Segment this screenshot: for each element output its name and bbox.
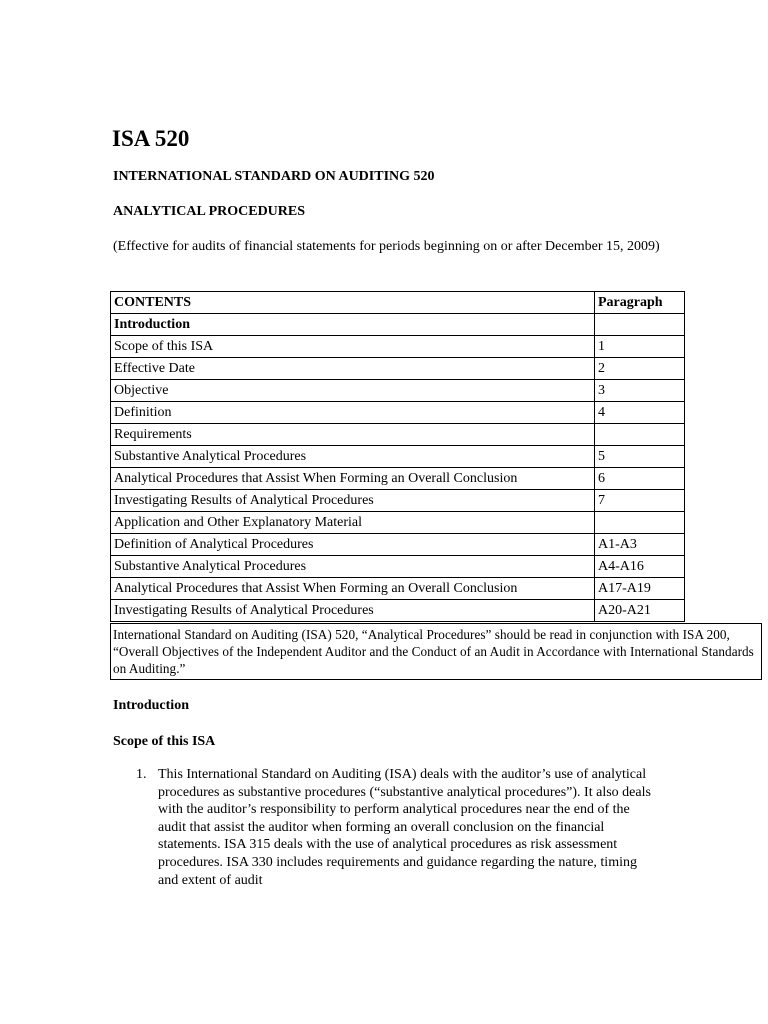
contents-entry: Analytical Procedures that Assist When Forming an Overall Conclusion [111,468,595,490]
paragraph-ref: A1-A3 [595,534,685,556]
paragraph-ref: 1 [595,336,685,358]
table-row [111,578,685,600]
effective-date-note: (Effective for audits of financial statements for periods beginning on or after December 15, 2009) [113,239,660,254]
paragraph-ref: 3 [595,380,685,402]
table-row [111,402,685,424]
contents-entry: Introduction [111,314,595,336]
contents-header: CONTENTS [111,292,595,314]
table-row [111,358,685,380]
contents-entry: Application and Other Explanatory Material [111,512,595,534]
table-row [111,380,685,402]
paragraph-header: Paragraph [595,292,685,314]
contents-table [110,291,685,622]
paragraph-ref: 7 [595,490,685,512]
section-heading-scope: Scope of this ISA [113,734,216,749]
contents-header-row [111,292,685,314]
paragraph-ref: A17-A19 [595,578,685,600]
table-row [111,600,685,622]
contents-entry: Substantive Analytical Procedures [111,446,595,468]
table-row [111,490,685,512]
contents-entry: Objective [111,380,595,402]
document-title: ISA 520 [112,126,190,151]
contents-entry: Definition of Analytical Procedures [111,534,595,556]
table-row [111,534,685,556]
paragraph-ref: 2 [595,358,685,380]
table-row [111,468,685,490]
table-row [111,512,685,534]
table-row [111,556,685,578]
contents-entry: Scope of this ISA [111,336,595,358]
contents-entry: Analytical Procedures that Assist When Forming an Overall Conclusion [111,578,595,600]
subject-heading: ANALYTICAL PROCEDURES [113,204,306,219]
section-heading-introduction: Introduction [113,698,189,713]
contents-entry: Definition [111,402,595,424]
contents-entry: Investigating Results of Analytical Procedures [111,600,595,622]
standard-heading: INTERNATIONAL STANDARD ON AUDITING 520 [113,169,435,184]
contents-entry: Requirements [111,424,595,446]
paragraph-ref: 4 [595,402,685,424]
paragraph-ref [595,512,685,534]
paragraph-ref: 6 [595,468,685,490]
read-in-conjunction-note: International Standard on Auditing (ISA) 520, “Analytical Procedures” should be read in conjunction with ISA 200, “Overall Objectives of the Independent Auditor and the Conduct of an Audit in Accordance with International Standards on Auditing.” [110,623,762,680]
table-row [111,446,685,468]
paragraph-number: 1. [136,767,147,782]
table-row [111,336,685,358]
paragraph-ref: A20-A21 [595,600,685,622]
paragraph-ref [595,314,685,336]
table-row [111,424,685,446]
contents-entry: Substantive Analytical Procedures [111,556,595,578]
table-row [111,314,685,336]
contents-entry: Investigating Results of Analytical Procedures [111,490,595,512]
paragraph-ref [595,424,685,446]
paragraph-text: This International Standard on Auditing (ISA) deals with the auditor’s use of analytical procedures as substantive procedures (“substantive analytical procedures”). It also deals with the auditor’s responsibility to perform analytical procedures near the end of the audit that assist the auditor when forming an overall conclusion on the financial statements. ISA 315 deals with the use of analytical procedures as risk assessment procedures. ISA 330 includes requirements and guidance regarding the nature, timing and extent of audit [158,767,651,888]
paragraph-ref: 5 [595,446,685,468]
contents-entry: Effective Date [111,358,595,380]
paragraph-1 [136,766,656,889]
paragraph-ref: A4-A16 [595,556,685,578]
